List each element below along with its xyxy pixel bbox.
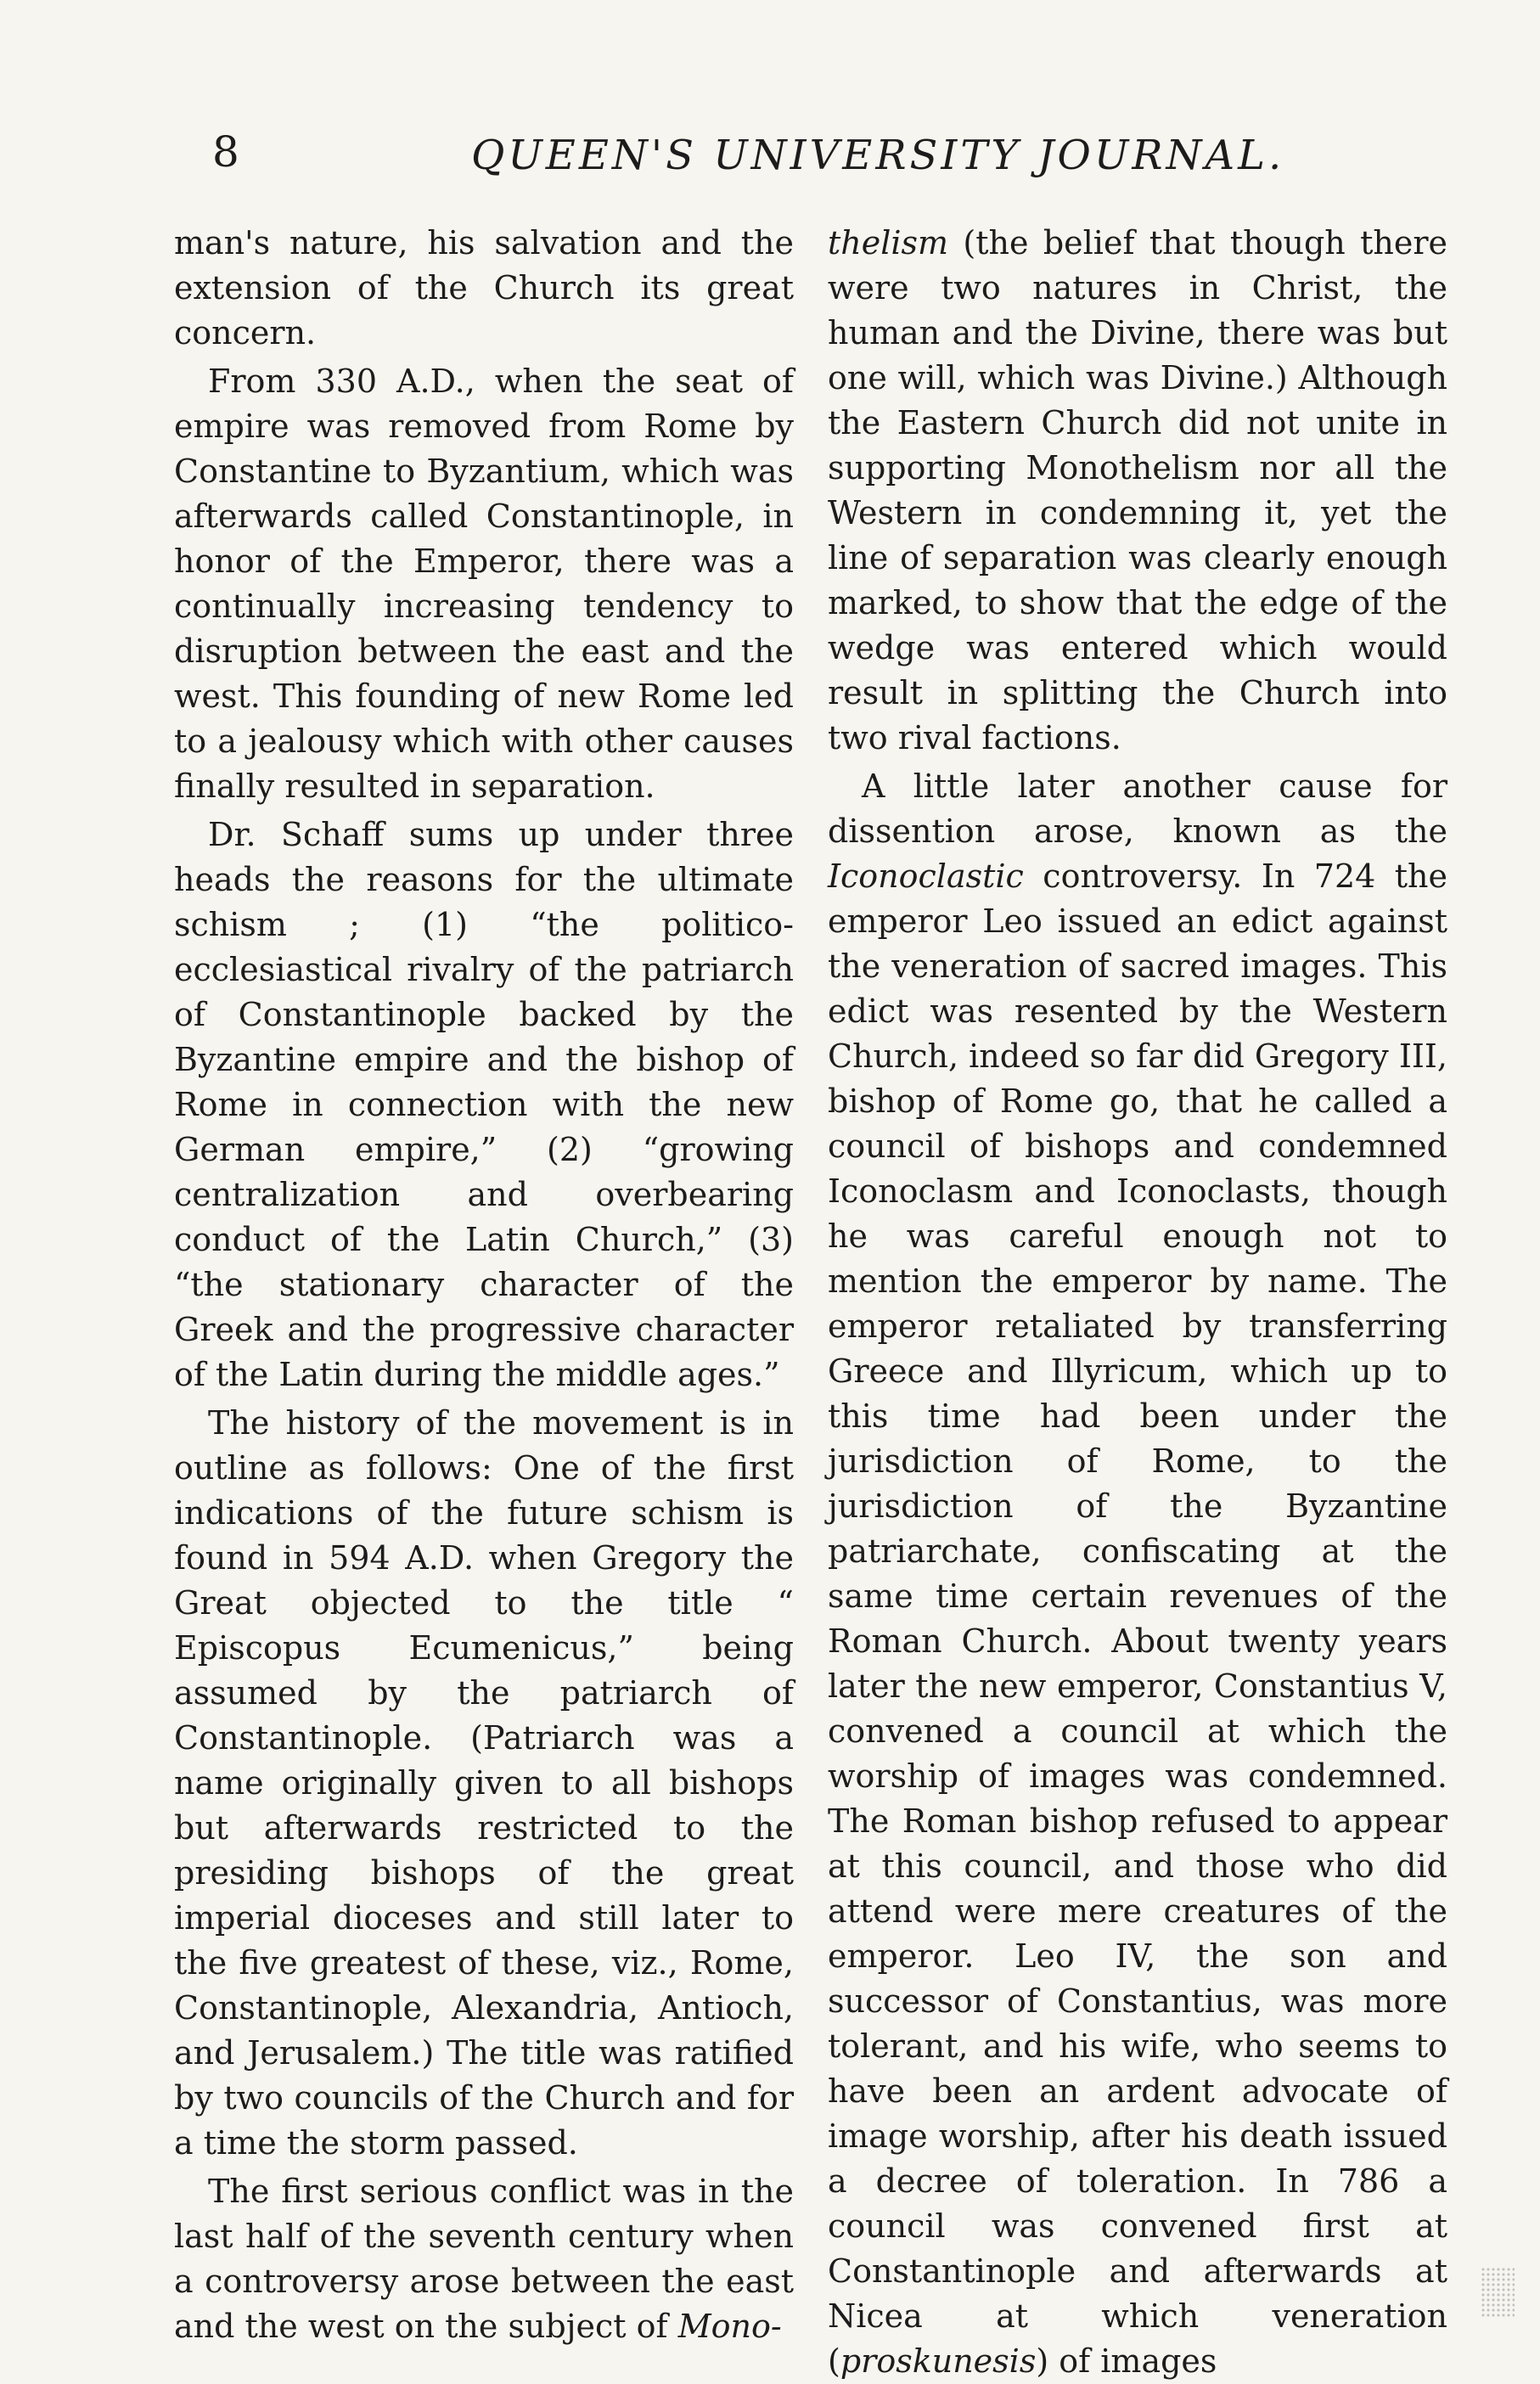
scan-speckle [1481,2267,1515,2318]
text-run: A little later another cause for dissention arose, known as the [828,767,1447,850]
page-number: 8 [212,127,239,177]
text-run: The first serious conflict was in the last half of the seventh century when a controversy arose between the east and the west on the subject of [174,2173,794,2345]
italic-term: Iconoclastic [828,857,1024,895]
paragraph: From 330 A.D., when the seat of empire was removed from Rome by Constantine to Byzantium, which was afterwards called Constantinople, in honor of the Emperor, there was a continually increasing tendency to disruption between the east and the west. This founding of new Rome led to a jealousy which with other causes finally resulted in separation. [174,363,794,805]
paragraph [828,221,1447,761]
italic-term: proskunesis [840,2342,1037,2380]
text-run: (the belief that though there were two natures in Christ, the human and the Divine, there was but one will, which was Divine.) Although the Eastern Church did not unite in supporting Monothelism nor all the Western in condemning it, yet the line of separation was clearly enough marked, to show that the edge of the wedge was entered which would result in splitting the Church into two rival factions. [828,224,1447,756]
text-run: ) of images [1036,2342,1217,2380]
paragraph [174,2169,794,2349]
paragraph: Dr. Schaff sums up under three heads the reasons for the ultimate schism ; (1) “the politico-ecclesiastical rivalry of the patriarch of Constantinople backed by the Byzantine empire and the bishop of Rome in connection with the new German empire,” (2) “growing centralization and overbearing conduct of the Latin Church,” (3) “the stationary character of the Greek and the progressive character of the Latin during the middle ages.” [174,816,794,1393]
italic-term: Mono- [677,2308,782,2345]
italic-term: thelism [828,224,949,261]
left-column [174,221,794,2349]
paragraph: man's nature, his salvation and the extension of the Church its great concern. [174,224,794,351]
text-run: controversy. In 724 the emperor Leo issued an edict against the veneration of sacred images. This edict was resented by the Western Church, indeed so far did Gregory III, bishop of Rome go, that he called a council of bishops and condemned Iconoclasm and Iconoclasts, though he was careful enough not to mention the emperor by name. The emperor retaliated by transferring Greece and Illyricum, which up to this time had been under the jurisdiction of Rome, to the jurisdiction of the Byzantine patriarchate, confiscating at the same time certain revenues of the Roman Church. About twenty years later the new emperor, Constantius V, convened a council at which the worship of images was condemned. The Roman bishop refused to appear at this council, and those who did attend were mere creatures of the emperor. Leo IV, the son and successor of Constantius, was more tolerant, and his wife, who seems to have been an ardent advocate of image worship, after his death issued a decree of toleration. In 786 a council was convened first at Constantinople and afterwards at Nicea at which veneration ( [828,857,1447,2380]
right-column [828,221,1447,2384]
paragraph: The history of the movement is in outline as follows: One of the first indications of the future schism is found in 594 A.D. when Gregory the Great objected to the title “ Episcopus Ecumenicus,” being assumed by the patriarch of Constantinople. (Patriarch was a name originally given to all bishops but afterwards restricted to the presiding bishops of the great imperial dioceses and still later to the five greatest of these, viz., Rome, Constantinople, Alexandria, Antioch, and Jerusalem.) The title was ratified by two councils of the Church and for a time the storm passed. [174,1404,794,2162]
running-head: QUEEN'S UNIVERSITY JOURNAL. [471,132,1285,179]
paragraph [828,764,1447,2384]
